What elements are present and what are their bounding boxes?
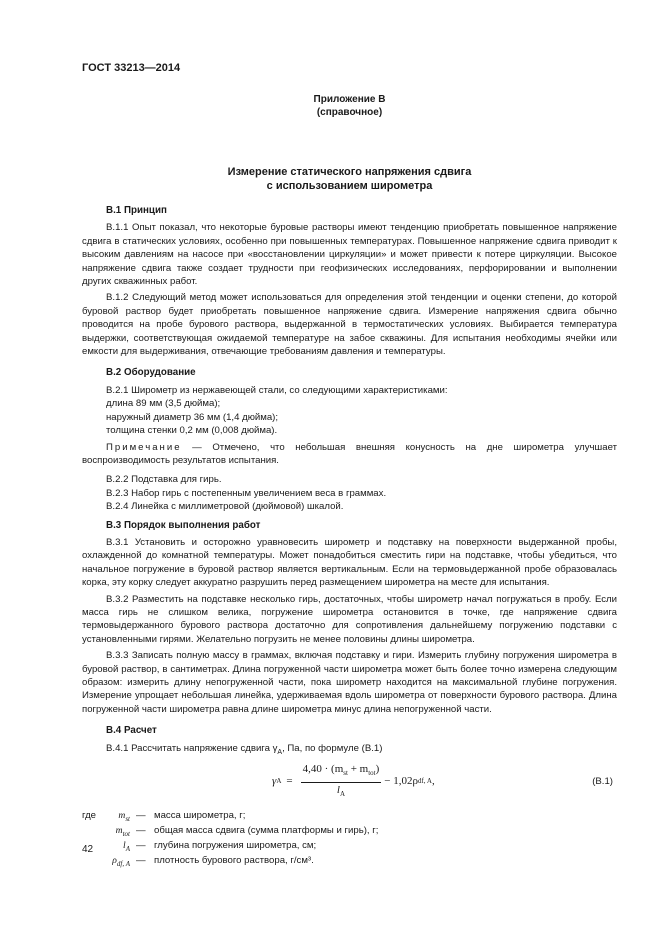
section-heading-procedure: В.3 Порядок выполнения работ: [106, 519, 261, 531]
appendix-subtitle: (справочное): [316, 107, 383, 118]
spec-wall-thickness: толщина стенки 0,2 мм (0,008 дюйма).: [106, 425, 278, 437]
note-text: — Отмечено, что небольшая внешняя конусность на дне широметра улучшает воспроизводимость результатов испытания.: [82, 441, 617, 466]
paragraph-b3-1: В.3.1 Установить и осторожно уравновесить широметр и подставку на поверхности выдержанной пробы, охлажденной до комнатной температуры. Может понадобиться сместить гири на подставке, чтобы убедиться, что начальное погружение в буровой раствор является вертикальным. Если на термовыдержанной пробе образовалась корка, эту корку следует аккуратно разрушить перед размещением широметра на месте для испытания.: [82, 536, 617, 589]
document-title-line1: Измерение статического напряжения сдвига: [227, 166, 472, 178]
appendix-heading: [82, 93, 617, 119]
paragraph-b3-3: В.3.3 Записать полную массу в граммах, включая подставку и гири. Измерить глубину погружения широметра в буровой раствор, в сантиметрах. Длина погруженной части широметра может быть более точно измерена следующим образом: измерить длину непогруженной части, пока широметр находится на максимальной глубине погружения. Измерение упрощает небольшая линейка, удерживаемая вдоль широметра от поверхности бурового раствора. Длина погруженной части широметра равна длине широметра минус длина непогруженной части.: [82, 650, 617, 715]
document-title-line2: с использованием широметра: [266, 180, 433, 192]
definition-m-tot: $m_{tot}$ — общая масса сдвига (сумма платформы и гирь), г;: [115, 824, 379, 838]
equipment-item-b2-2: В.2.2 Подставка для гирь.: [106, 474, 222, 486]
page-number: 42: [82, 844, 94, 855]
paragraph-b1-1: В.1.1 Опыт показал, что некоторые буровые растворы имеют тенденцию приобретать повышенное напряжение сдвига в статических условиях, особенно при повышенных температурах. Повышенное напряжение сдвига приводит к высоким давлениям на насосе при «восстановлении циркуляции» и может привести к потере циркуляции. Высокое напряжение сдвига также создает трудности при геофизических исследованиях, перфорировании и выполнении других скважинных работ.: [82, 222, 617, 288]
calculation-instruction: В.4.1 Рассчитать напряжение сдвига $\gamma_A$, Па, по формуле (В.1): [106, 742, 383, 756]
equipment-item-b2-3: В.2.3 Набор гирь с постепенным увеличением веса в граммах.: [106, 487, 387, 499]
equation-number: (В.1): [592, 775, 613, 787]
formula-fraction: $\frac{4,40 \cdot (m_{st} + m_{tot})}{l_A}$: [302, 762, 380, 798]
note-label: Примечание: [106, 441, 182, 453]
equipment-item-b2-1: В.2.1 Широметр из нержавеющей стали, со следующими характеристиками:: [106, 384, 448, 396]
definition-m-st: где $m_{st}$ — масса широметра, г;: [82, 809, 246, 823]
section-heading-equipment: В.2 Оборудование: [106, 367, 196, 379]
definition-rho-df: $\rho_{df, A}$ — плотность бурового раствора, г/см³.: [112, 854, 314, 868]
paragraph-b3-2: В.3.2 Разместить на подставке несколько гирь, достаточных, чтобы широметр начал погружаться в пробу. Если масса гирь не слишком велика, погружение широметра остановится в точке, где напряжение сдвига термовыдержанного бурового раствора достаточно для сопротивления дальнейшему погружению подставки с установленными гирями. Желательно погрузить не менее половины длины широметра.: [82, 593, 617, 645]
variable-definitions: [82, 809, 617, 869]
standard-header: ГОСТ 33213—2014: [82, 62, 181, 74]
formula-expression: γ A = $\frac{4,40 \cdot (m_{st} + m_{tot})}{l_A}$ − 1,02ρ df, A ,: [272, 763, 435, 801]
definition-l-a: $l_A$ — глубина погружения широметра, см;: [123, 839, 317, 853]
spec-outer-diameter: наружный диаметр 36 мм (1,4 дюйма);: [106, 411, 279, 423]
note: [82, 441, 617, 468]
document-title: [82, 165, 617, 193]
equipment-item-b2-4: В.2.4 Линейка с миллиметровой (дюймовой) шкалой.: [106, 501, 344, 513]
section-heading-calculation: В.4 Расчет: [106, 725, 157, 737]
formula-b1: [82, 761, 617, 805]
paragraph-b1-2: В.1.2 Следующий метод может использоваться для определения этой тенденции и оценки степени, до которой буровой раствор будет приобретать повышенное напряжение сдвига. Измерение напряжения сдвига обычно проводится на пробе бурового раствора, выдержанной в термостатических условиях. Выбирается температура выдержки, соответствующая ожидаемой температуре на забое скважины. Для испытания необходимы ячейки или емкости для выдерживания, отвечающие требованиям давления и температуры.: [82, 292, 617, 358]
appendix-title: Приложение В: [313, 94, 386, 105]
spec-length: длина 89 мм (3,5 дюйма);: [106, 398, 221, 410]
document-body: [82, 204, 617, 869]
section-heading-principle: В.1 Принцип: [106, 205, 167, 216]
